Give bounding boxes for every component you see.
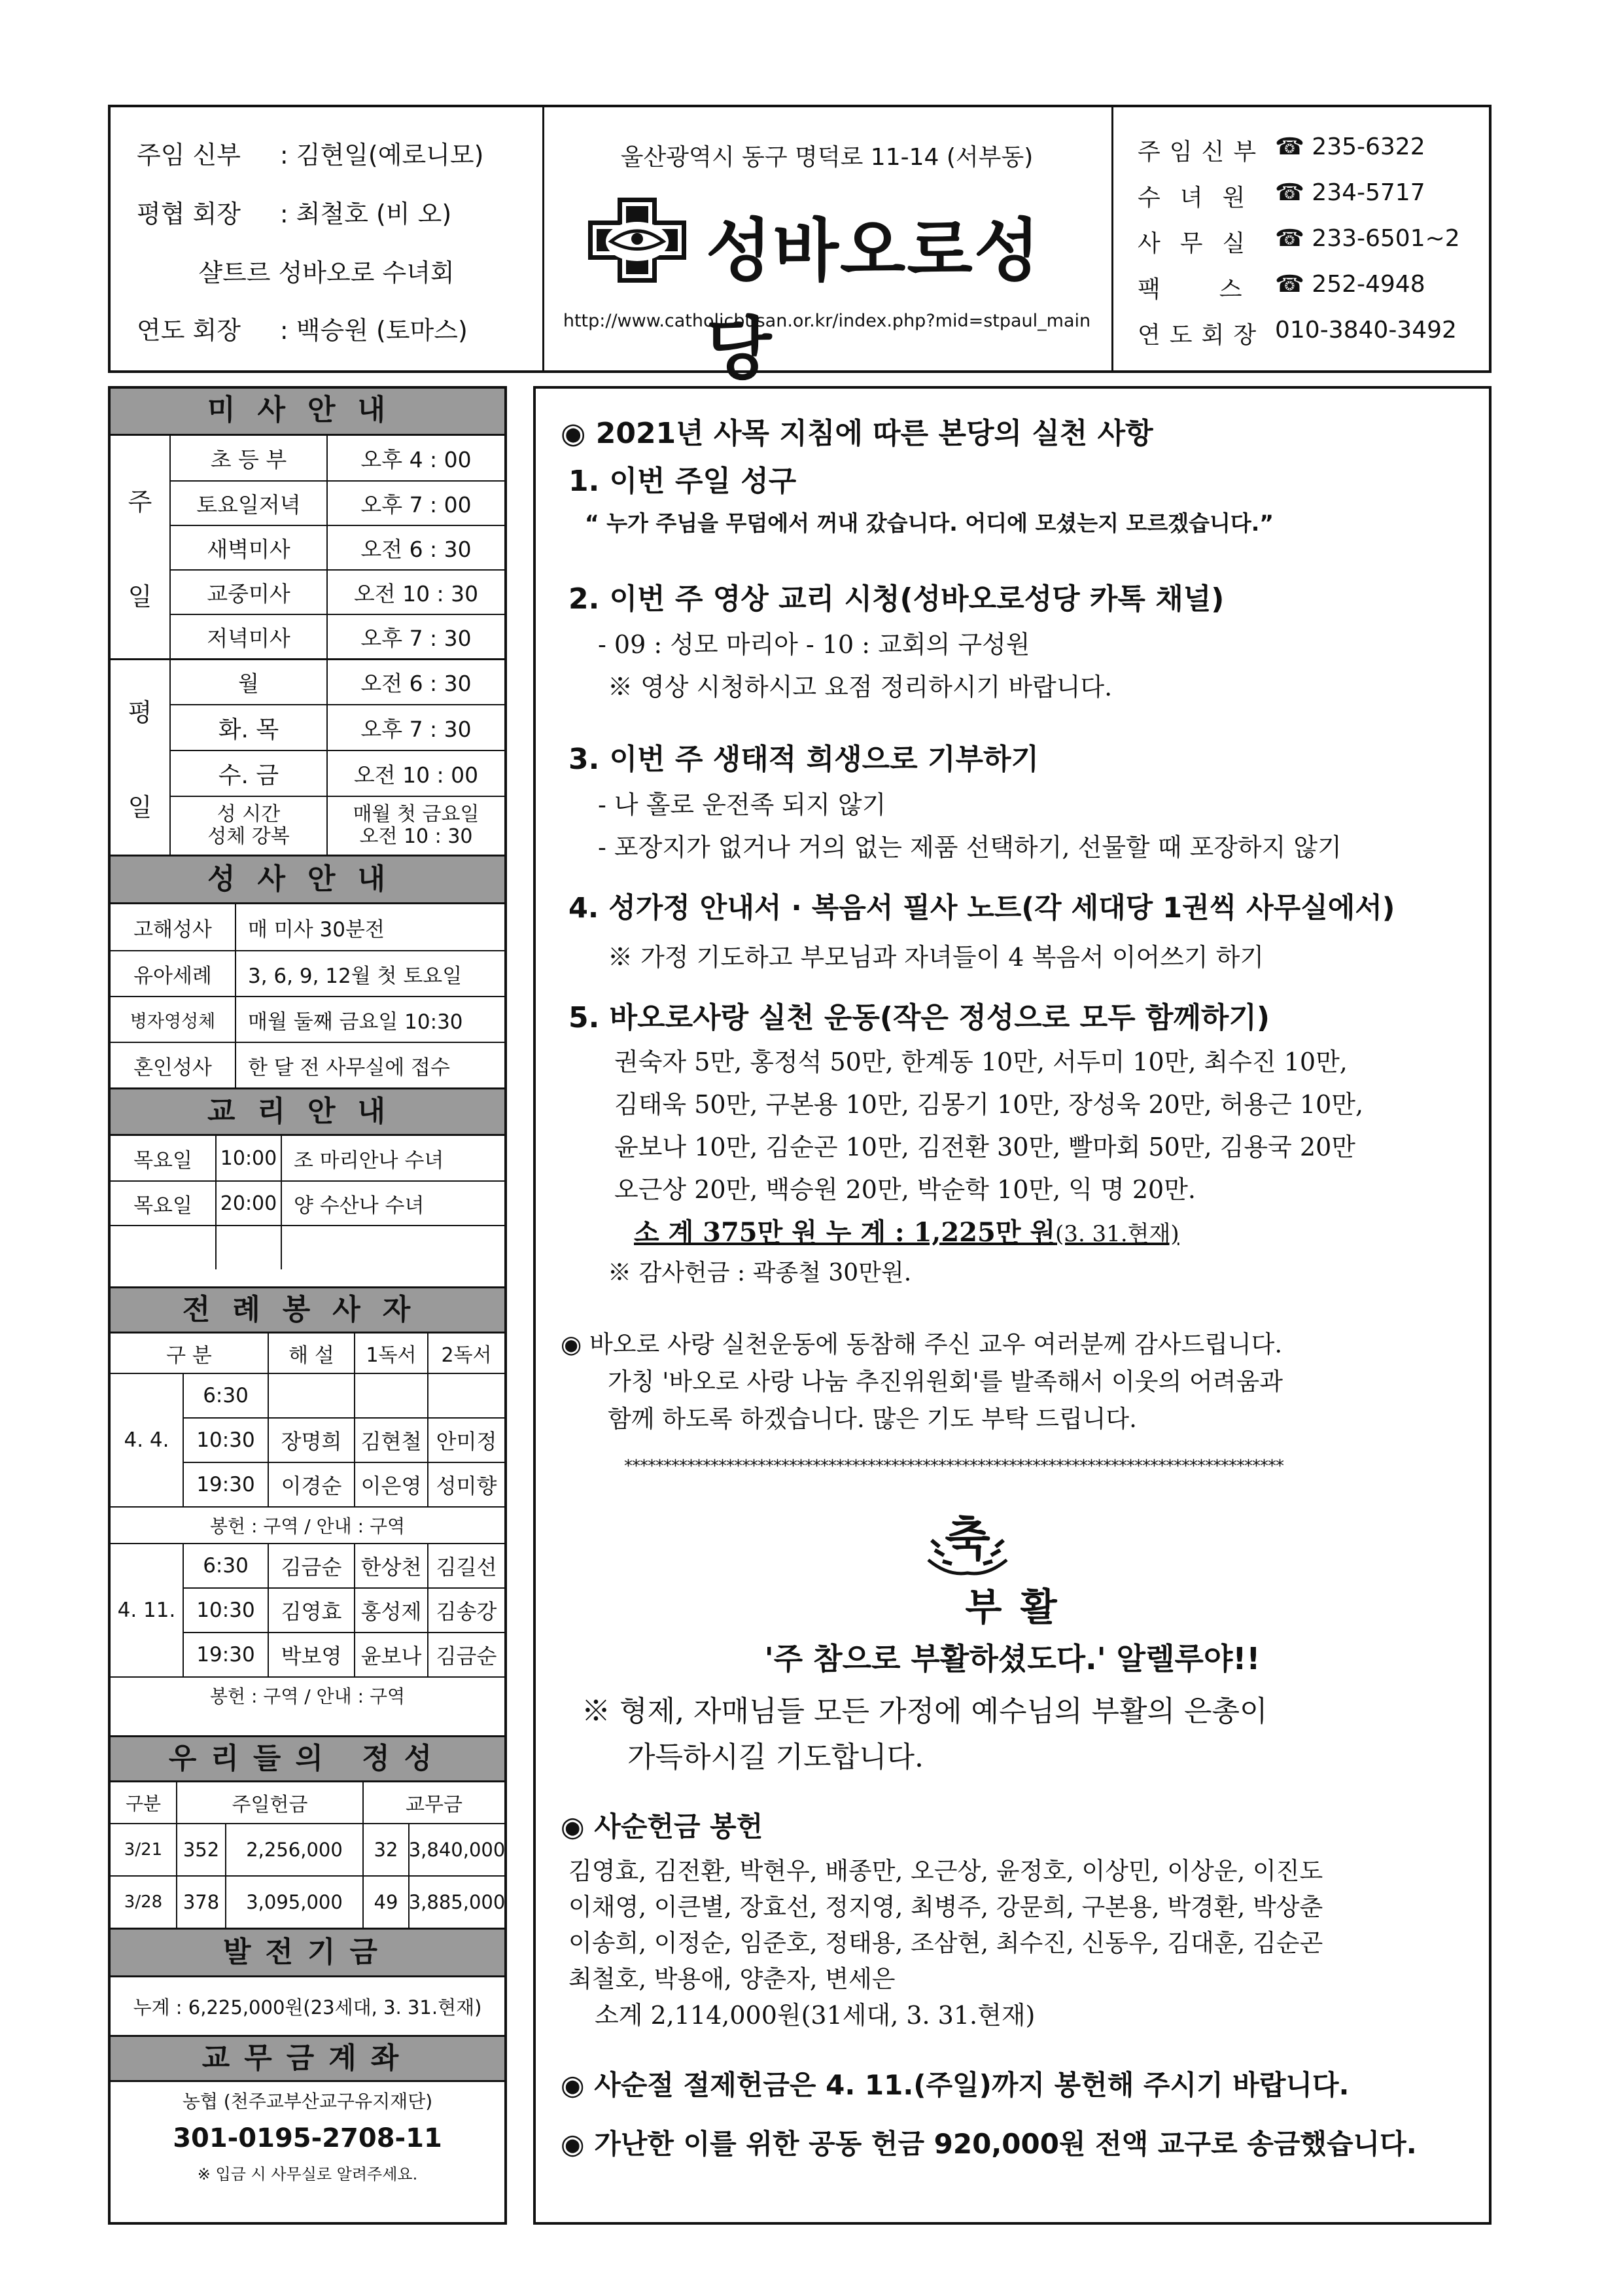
section-4-title: 4. 성가정 안내서 · 복음서 필사 노트(각 세대당 1권씩 사무실에서) — [568, 892, 1395, 925]
contact-value: ☎ 234-5717 — [1275, 179, 1425, 206]
sunday-label: 주 일 — [128, 487, 152, 611]
donation-total: 소 계 375만 원 누 계 : 1,225만 원(3. 31.현재) — [634, 1217, 1179, 1248]
section-5-title: 5. 바오로사랑 실천 운동(작은 정성으로 모두 함께하기) — [568, 1001, 1270, 1034]
cross-logo-icon — [582, 194, 693, 286]
divider-stars: ************************************************************************************ — [624, 1457, 1283, 1476]
left-column — [108, 386, 507, 2225]
section-3-title: 3. 이번 주 생태적 희생으로 기부하기 — [568, 743, 1039, 776]
scripture-quote: “ 누가 주님을 무덤에서 꺼내 갔습니다. 어디에 모셨는지 모르겠습니다.” — [585, 510, 1274, 536]
catechism-time: 20:00 — [215, 1180, 281, 1225]
mass-time: 오후 7 : 30 — [326, 614, 504, 658]
thanks-line: 함께 하도록 하겠습니다. 많은 기도 부탁 드립니다. — [608, 1405, 1137, 1433]
contact-value: ☎ 233-6501~2 — [1275, 225, 1460, 252]
mass-name: 교중미사 — [169, 569, 326, 614]
thanks-line: ◉ 바오로 사랑 실천운동에 동참해 주신 교우 여러분께 감사드립니다. — [561, 1330, 1283, 1358]
donor-line: 오근상 20만, 백승원 20만, 박순학 10만, 익 명 20만. — [614, 1175, 1196, 1204]
commentator: 김영효 — [268, 1587, 354, 1632]
easter-subtitle: '주 참으로 부활하셨도다.' 알렐루야!! — [764, 1641, 1261, 1676]
contact-value: ☎ 252-4948 — [1275, 271, 1425, 298]
offering-date: 3/21 — [111, 1823, 176, 1875]
mass-time: 매월 첫 금요일 오전 10 : 30 — [326, 796, 504, 855]
commentator: 이경순 — [268, 1462, 354, 1506]
catechism-time — [215, 1225, 281, 1269]
liturgy-time: 6:30 — [183, 1543, 268, 1587]
catechism-teacher: 양 수산나 수녀 — [281, 1180, 504, 1225]
commentator — [268, 1373, 354, 1417]
contact-label: 주임신부 — [1138, 139, 1266, 166]
liturgy-date: 4. 4. — [111, 1373, 183, 1506]
staff-row: 연도 회장 : 백승원 (토마스) — [137, 316, 468, 345]
easter-title: 부 활 — [965, 1585, 1060, 1629]
main-heading: ◉ 2021년 사목 지침에 따른 본당의 실천 사항 — [561, 417, 1153, 450]
mass-name: 월 — [169, 658, 326, 704]
donor-line: 윤보나 10만, 김순곤 10만, 김전환 30만, 빨마회 50만, 김용국 20만 — [614, 1133, 1355, 1161]
sacrament-name: 혼인성사 — [111, 1042, 235, 1087]
sunday-amount: 2,256,000 — [225, 1823, 362, 1875]
development-section-title: 발전기금 — [111, 1928, 504, 1977]
offering-section-title: 우리들의 정성 — [111, 1735, 504, 1782]
notice-lent: ◉ 사순절 절제헌금은 4. 11.(주일)까지 봉헌해 주시기 바랍니다. — [561, 2069, 1350, 2101]
easter-line: ※ 형제, 자매님들 모든 가정에 예수님의 부활의 은총이 — [582, 1695, 1268, 1728]
reader-1: 윤보나 — [354, 1632, 427, 1676]
commentator: 장명희 — [268, 1417, 354, 1462]
address: 울산광역시 동구 명덕로 11-14 (서부동) — [620, 144, 1034, 171]
section-2-line: ※ 영상 시청하시고 요점 정리하시기 바랍니다. — [608, 673, 1113, 701]
reader-2 — [427, 1373, 504, 1417]
donor-line: 권숙자 5만, 홍정석 50만, 한계동 10만, 서두미 10만, 최수진 10만, — [614, 1048, 1348, 1076]
sacrament-value: 한 달 전 사무실에 접수 — [235, 1042, 504, 1087]
offering-date: 3/28 — [111, 1875, 176, 1928]
reader-2: 성미향 — [427, 1462, 504, 1506]
offering-header: 주일헌금 — [176, 1782, 362, 1823]
sacrament-name: 병자영성체 — [111, 996, 235, 1042]
liturgy-time: 6:30 — [183, 1373, 268, 1417]
mass-section-title: 미사안내 — [111, 389, 504, 436]
catechism-section-title: 교리안내 — [111, 1087, 504, 1136]
account-section-title: 교무금계좌 — [111, 2035, 504, 2082]
catechism-teacher — [281, 1225, 504, 1269]
dues-amount: 3,840,000 — [408, 1823, 504, 1875]
offering-header: 교무금 — [362, 1782, 504, 1823]
header-contacts — [1111, 107, 1489, 370]
mass-time: 오전 6 : 30 — [326, 658, 504, 704]
reader-1: 한상천 — [354, 1543, 427, 1587]
contact-value: ☎ 235-6322 — [1275, 133, 1425, 160]
mass-time: 오후 7 : 30 — [326, 704, 504, 750]
section-2-title: 2. 이번 주 영상 교리 시청(성바오로성당 카톡 채널) — [568, 582, 1225, 616]
sacrament-section-title: 성사안내 — [111, 855, 504, 904]
section-2-line: - 09 : 성모 마리아 - 10 : 교회의 구성원 — [598, 630, 1030, 659]
parish-name: 성바오로성당 — [706, 211, 1041, 389]
sacrament-value: 3, 6, 9, 12월 첫 토요일 — [235, 950, 504, 996]
staff-row: 평협 회장 : 최철호 (비 오) — [137, 200, 452, 228]
reader-1 — [354, 1373, 427, 1417]
account-bank: 농협 (천주교부산교구유지재단) — [182, 2091, 433, 2112]
commentator: 박보영 — [268, 1632, 354, 1676]
easter-line: 가득하시길 기도합니다. — [627, 1740, 924, 1774]
liturgy-section-title: 전례봉사자 — [111, 1286, 504, 1333]
parish-url[interactable]: http://www.catholicbusan.or.kr/index.php?mid=stpaul_main — [563, 311, 1091, 331]
lent-donor-line: 이채영, 이큰별, 장효선, 정지영, 최병주, 강문희, 구본용, 박경환, 박상춘 — [568, 1893, 1323, 1921]
account-number: 301-0195-2708-11 — [173, 2123, 442, 2153]
reader-1: 홍성제 — [354, 1587, 427, 1632]
mass-name: 수. 금 — [169, 750, 326, 796]
thanks-line: 가칭 '바오로 사랑 나눔 추진위원회'를 발족해서 이웃의 어려움과 — [608, 1368, 1283, 1396]
account-note: ※ 입금 시 사무실로 알려주세요. — [197, 2164, 418, 2183]
sunday-amount: 3,095,000 — [225, 1875, 362, 1928]
contact-label: 팩스 — [1138, 276, 1301, 303]
liturgy-time: 19:30 — [183, 1462, 268, 1506]
weekday-label: 평 일 — [111, 658, 169, 855]
reader-2: 김송강 — [427, 1587, 504, 1632]
liturgy-date: 4. 11. — [111, 1543, 183, 1676]
right-column — [533, 386, 1492, 2225]
notice-collection: ◉ 가난한 이를 위한 공동 헌금 920,000원 전액 교구로 송금했습니다. — [561, 2128, 1417, 2160]
catechism-day: 목요일 — [133, 1148, 192, 1173]
offering-guide-note: 봉헌 : 구역 / 안내 : 구역 — [111, 1676, 504, 1713]
reader-2: 안미정 — [427, 1417, 504, 1462]
development-total: 누계 : 6,225,000원(23세대, 3. 31.현재) — [133, 1996, 482, 2019]
liturgy-header: 구 분 — [166, 1343, 212, 1368]
staff-row: 주임 신부 : 김현일(예로니모) — [137, 141, 484, 169]
lent-donor-line: 김영효, 김전환, 박현우, 배종만, 오근상, 윤정호, 이상민, 이상운, 이진도 — [568, 1857, 1323, 1885]
sunday-count: 352 — [176, 1823, 225, 1875]
catechism-day — [111, 1225, 215, 1269]
liturgy-time: 19:30 — [183, 1632, 268, 1676]
dues-amount: 3,885,000 — [408, 1875, 504, 1928]
contact-label: 연도회장 — [1138, 322, 1266, 349]
liturgy-header: 2독서 — [427, 1333, 504, 1373]
contact-value: 010-3840-3492 — [1275, 317, 1457, 344]
catechism-day: 목요일 — [111, 1180, 215, 1225]
lent-offering-title: ◉ 사순헌금 봉헌 — [561, 1810, 763, 1843]
mass-time: 오후 4 : 00 — [326, 436, 504, 480]
contact-label: 사무실 — [1138, 230, 1265, 257]
commentator: 김금순 — [268, 1543, 354, 1587]
reader-1: 김현철 — [354, 1417, 427, 1462]
sacrament-value: 매월 둘째 금요일 10:30 — [235, 996, 504, 1042]
header-title — [542, 107, 1113, 389]
sacrament-name: 유아세례 — [111, 950, 235, 996]
section-1-title: 1. 이번 주일 성구 — [568, 465, 797, 498]
mass-name: 초 등 부 — [169, 436, 326, 480]
mass-name: 새벽미사 — [169, 525, 326, 569]
dues-count: 32 — [362, 1823, 408, 1875]
section-4-line: ※ 가정 기도하고 부모님과 자녀들이 4 복음서 이어쓰기 하기 — [608, 943, 1265, 972]
sacrament-name: 고해성사 — [133, 917, 212, 942]
liturgy-time: 10:30 — [183, 1417, 268, 1462]
reader-1: 이은영 — [354, 1462, 427, 1506]
mass-name: 성 시간 성체 강복 — [169, 796, 326, 855]
header-staff — [111, 107, 544, 370]
celebration-char: 축 — [945, 1511, 990, 1566]
offering-guide-note: 봉헌 : 구역 / 안내 : 구역 — [111, 1506, 504, 1543]
sacrament-value: 매 미사 30분전 — [235, 904, 504, 950]
mass-time: 오전 6 : 30 — [326, 525, 504, 569]
catechism-time: 10:00 — [215, 1136, 281, 1180]
liturgy-header: 1독서 — [354, 1333, 427, 1373]
mass-name: 토요일저녁 — [169, 480, 326, 525]
mass-time: 오전 10 : 30 — [326, 569, 504, 614]
donor-line: 김태욱 50만, 구본용 10만, 김몽기 10만, 장성욱 20만, 허용근 10만, — [614, 1090, 1364, 1119]
section-3-line: - 나 홀로 운전족 되지 않기 — [598, 790, 886, 819]
reader-2: 김금순 — [427, 1632, 504, 1676]
staff-row: 샬트르 성바오로 수녀회 — [198, 258, 455, 287]
liturgy-header: 해 설 — [268, 1333, 354, 1373]
thanks-offering: ※ 감사헌금 : 곽종철 30만원. — [608, 1260, 912, 1286]
mass-name: 화. 목 — [169, 704, 326, 750]
offering-header: 구분 — [125, 1793, 162, 1814]
lent-donor-line: 이송희, 이정순, 임준호, 정태용, 조삼현, 최수진, 신동우, 김대훈, 김순곤 — [568, 1929, 1323, 1957]
section-3-line: - 포장지가 없거나 거의 없는 제품 선택하기, 선물할 때 포장하지 않기 — [598, 833, 1342, 862]
catechism-teacher: 조 마리안나 수녀 — [281, 1136, 504, 1180]
mass-time: 오후 7 : 00 — [326, 480, 504, 525]
mass-name: 저녁미사 — [169, 614, 326, 658]
lent-total: 소계 2,114,000원(31세대, 3. 31.현재) — [595, 2001, 1036, 2030]
lent-donor-line: 최철호, 박용애, 양춘자, 변세은 — [568, 1965, 896, 1993]
reader-2: 김길선 — [427, 1543, 504, 1587]
mass-time: 오전 10 : 00 — [326, 750, 504, 796]
dues-count: 49 — [362, 1875, 408, 1928]
celebration-emblem — [902, 1501, 1033, 1580]
liturgy-time: 10:30 — [183, 1587, 268, 1632]
bulletin-header — [108, 105, 1492, 389]
contact-label: 수녀원 — [1138, 185, 1265, 211]
sunday-count: 378 — [176, 1875, 225, 1928]
